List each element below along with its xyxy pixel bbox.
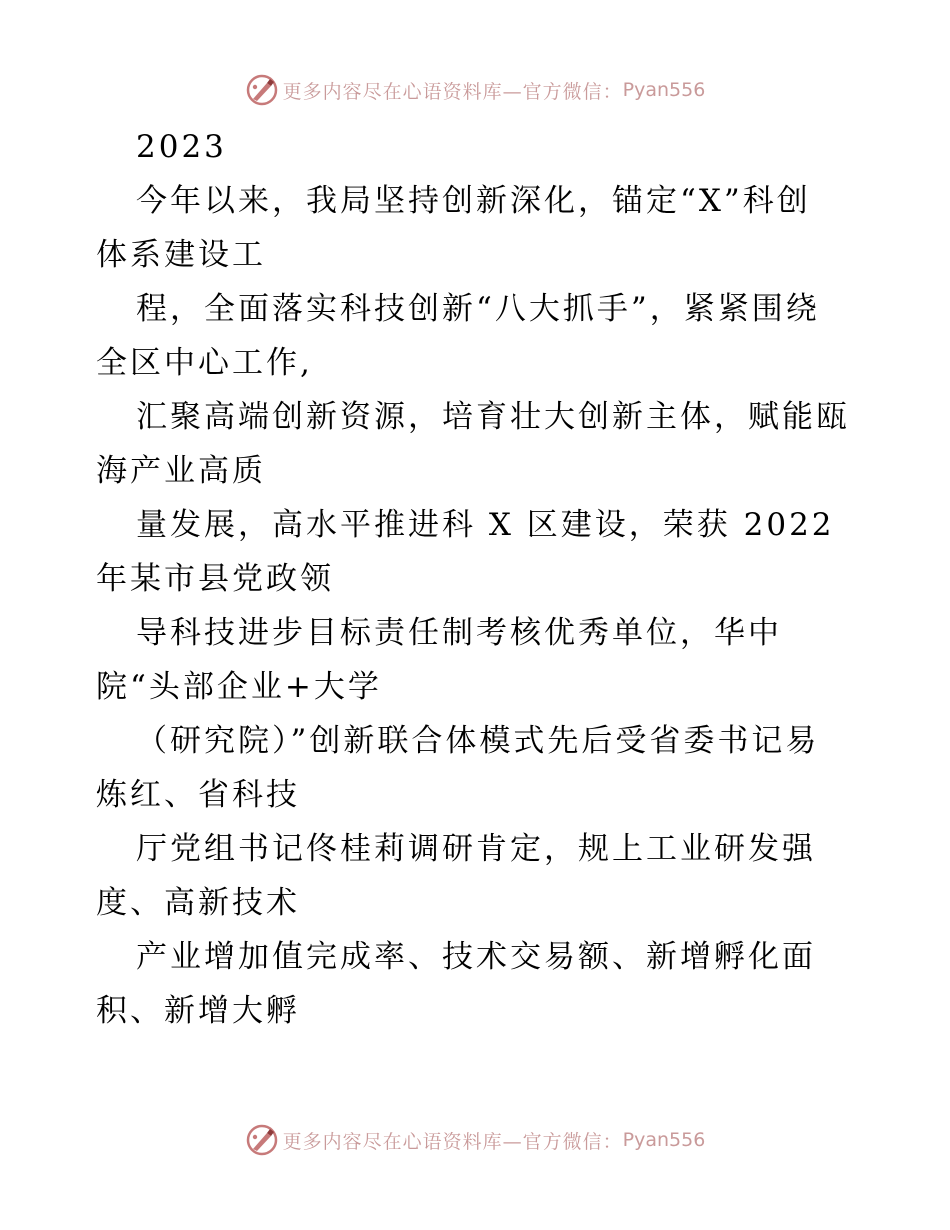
text-line: 积、新增大孵	[96, 993, 300, 1029]
text-line: 汇聚高端创新资源，培育壮大创新主体，赋能瓯	[136, 399, 850, 435]
text-line: 程，全面落实科技创新“八大抓手”，紧紧围绕	[136, 291, 820, 327]
footer-watermark	[0, 1120, 950, 1160]
watermark-wechat-id: Pyan556	[622, 1129, 706, 1151]
text-line: 导科技进步目标责任制考核优秀单位，华中	[136, 615, 782, 651]
text-line: 2023	[136, 129, 227, 165]
text-line: 体系建设工	[96, 237, 266, 273]
watermark-text: 更多内容尽在心语资料库—官方微信：	[282, 1130, 623, 1153]
text-line: 厅党组书记佟桂莉调研肯定，规上工业研发强	[136, 831, 816, 867]
document-body	[96, 120, 886, 1038]
pen-logo-icon	[245, 1123, 279, 1157]
text-line: 产业增加值完成率、技术交易额、新增孵化面	[136, 939, 816, 975]
header-watermark	[0, 70, 950, 110]
text-line: 全区中心工作,	[96, 345, 313, 381]
watermark-wechat-id: Pyan556	[622, 79, 706, 101]
text-line: 度、高新技术	[96, 885, 300, 921]
text-line: （研究院）”创新联合体模式先后受省委书记易	[136, 723, 820, 759]
text-line: 炼红、省科技	[96, 777, 300, 813]
pen-logo-icon	[245, 73, 279, 107]
text-line: 量发展，高水平推进科 X 区建设，荣获 2022	[136, 507, 835, 543]
text-line: 院“头部企业+大学	[96, 669, 382, 705]
text-line: 年某市县党政领	[96, 561, 334, 597]
text-line: 今年以来，我局坚持创新深化，锚定“X”科创	[136, 183, 811, 219]
text-line: 海产业高质	[96, 453, 266, 489]
watermark-text: 更多内容尽在心语资料库—官方微信：	[282, 80, 623, 103]
